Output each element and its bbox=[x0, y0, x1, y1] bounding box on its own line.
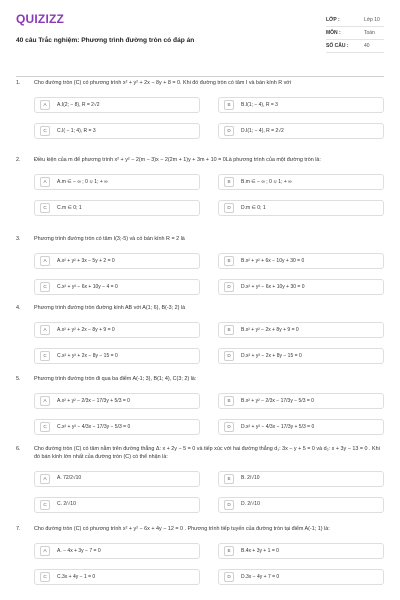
option-b[interactable] bbox=[218, 393, 384, 409]
option-text: C.x² + y² − 6x + 10y − 4 = 0 bbox=[57, 283, 118, 290]
option-text: A. − 4x + 3y − 7 = 0 bbox=[57, 547, 101, 554]
option-grid bbox=[16, 253, 384, 295]
question-number: 2. bbox=[16, 157, 21, 163]
question-number: 1. bbox=[16, 80, 21, 86]
option-text: D.m ∈ 0; 1 bbox=[241, 204, 266, 211]
option-letter: B bbox=[224, 256, 234, 266]
option-text: A.x² + y² − 2/3x − 17/3y + 5/3 = 0 bbox=[57, 397, 130, 404]
option-letter: A bbox=[40, 325, 50, 335]
option-b[interactable] bbox=[218, 174, 384, 190]
option-b[interactable] bbox=[218, 97, 384, 113]
question-number: 3. bbox=[16, 236, 21, 242]
option-d[interactable] bbox=[218, 279, 384, 295]
option-b[interactable] bbox=[218, 253, 384, 269]
option-grid bbox=[16, 543, 384, 585]
meta-key: LỚP : bbox=[326, 16, 340, 23]
option-a[interactable] bbox=[34, 393, 200, 409]
meta-table bbox=[326, 14, 384, 53]
meta-value: 40 bbox=[364, 42, 370, 49]
meta-value: Lớp 10 bbox=[364, 16, 380, 23]
meta-key: SỐ CÂU : bbox=[326, 42, 349, 49]
option-letter: D bbox=[224, 422, 234, 432]
meta-row-count bbox=[326, 40, 384, 53]
option-text: C. 2/√10 bbox=[57, 501, 76, 508]
option-c[interactable] bbox=[34, 569, 200, 585]
option-letter: C bbox=[40, 203, 50, 213]
option-a[interactable] bbox=[34, 543, 200, 559]
worksheet-header bbox=[16, 12, 384, 62]
option-text: B. 2/√10 bbox=[241, 475, 260, 482]
meta-row-class bbox=[326, 14, 384, 27]
option-letter: B bbox=[224, 177, 234, 187]
option-letter: C bbox=[40, 126, 50, 136]
option-letter: A bbox=[40, 100, 50, 110]
question-1 bbox=[16, 80, 384, 139]
option-text: B.m ∈ − ∞ ; 0 ∪ 1; + ∞ bbox=[241, 178, 292, 185]
option-text: D.3x − 4y + 7 = 0 bbox=[241, 573, 280, 580]
option-letter: C bbox=[40, 572, 50, 582]
question-number: 7. bbox=[16, 526, 21, 532]
option-d[interactable] bbox=[218, 419, 384, 435]
option-text: A. 72/2√10 bbox=[57, 475, 82, 482]
option-c[interactable] bbox=[34, 123, 200, 139]
quizizz-logo: QUIZIZZ bbox=[16, 12, 65, 26]
option-c[interactable] bbox=[34, 200, 200, 216]
option-letter: B bbox=[224, 474, 234, 484]
question-text: Cho đường tròn (C) có tâm nằm trên đường thẳng Δ: x + 2y − 5 = 0 và tiếp xúc với hai đường thẳng d₁: 3x − y + 5 = 0 và d₂: x + 3y − 13 = 0 . Khi đó bán kính lớn nhất của đường tròn (C) có thể nhận là: bbox=[34, 446, 380, 460]
option-letter: C bbox=[40, 282, 50, 292]
option-letter: D bbox=[224, 203, 234, 213]
option-letter: B bbox=[224, 546, 234, 556]
option-text: B.x² + y² + 6x − 10y + 30 = 0 bbox=[241, 257, 305, 264]
question-2 bbox=[16, 157, 384, 216]
question-text: Cho đường tròn (C) có phương trình x² + y² + 2x − 8y + 8 = 0. Khi đó đường tròn có tâm I và bán kính R với bbox=[34, 80, 292, 86]
question-number: 6. bbox=[16, 446, 21, 452]
option-letter: D bbox=[224, 572, 234, 582]
option-a[interactable] bbox=[34, 253, 200, 269]
option-text: C.3x + 4y − 1 = 0 bbox=[57, 573, 96, 580]
option-text: A.m ∈ − ∞ ; 0 ∪ 1; + ∞ bbox=[57, 178, 108, 185]
question-text: Điều kiện của m để phương trình x² + y² − 2(m − 3)x − 2(2m + 1)y + 3m + 10 = 0Là phương trình của một đường tròn là: bbox=[34, 157, 321, 163]
option-text: D. 2/√10 bbox=[241, 501, 260, 508]
option-text: A.x² + y² + 2x − 8y + 9 = 0 bbox=[57, 326, 115, 333]
option-d[interactable] bbox=[218, 348, 384, 364]
option-grid bbox=[16, 471, 384, 513]
question-4 bbox=[16, 305, 384, 364]
question-3 bbox=[16, 236, 384, 295]
option-letter: C bbox=[40, 351, 50, 361]
question-text: Phương trình đường tròn đường kính AB với A(1; 6), B(-3; 2) là bbox=[34, 305, 186, 311]
option-text: A.I(2; − 8), R = 2√2 bbox=[57, 101, 100, 108]
option-text: C.m ∈ 0; 1 bbox=[57, 204, 82, 211]
option-grid bbox=[16, 174, 384, 216]
option-a[interactable] bbox=[34, 97, 200, 113]
option-letter: D bbox=[224, 500, 234, 510]
option-letter: B bbox=[224, 100, 234, 110]
option-letter: B bbox=[224, 325, 234, 335]
question-7 bbox=[16, 526, 384, 585]
option-text: C.x² + y² − 4/3x − 17/3y − 5/3 = 0 bbox=[57, 423, 131, 430]
option-grid bbox=[16, 393, 384, 435]
question-text: Cho đường tròn (C) có phương trình x² + y² − 6x + 4y − 12 = 0 . Phương trình tiếp tuyến của đường tròn tại điểm A(-1; 1) là: bbox=[34, 526, 330, 532]
option-c[interactable] bbox=[34, 348, 200, 364]
question-number: 4. bbox=[16, 305, 21, 311]
question-text: Phương trình đường tròn có tâm I(3;-5) và có bán kính R = 2 là bbox=[34, 236, 185, 242]
option-letter: A bbox=[40, 256, 50, 266]
option-b[interactable] bbox=[218, 543, 384, 559]
option-text: D.x² + y² − 4/3x − 17/3y + 5/3 = 0 bbox=[241, 423, 315, 430]
option-grid bbox=[16, 322, 384, 364]
option-text: C.x² + y² + 2x − 8y − 15 = 0 bbox=[57, 352, 118, 359]
meta-value: Toán bbox=[364, 29, 375, 36]
option-a[interactable] bbox=[34, 322, 200, 338]
option-letter: A bbox=[40, 396, 50, 406]
document-title: 40 câu Trắc nghiệm: Phương trình đường tròn có đáp án bbox=[16, 36, 195, 44]
option-letter: D bbox=[224, 282, 234, 292]
option-a[interactable] bbox=[34, 471, 200, 487]
question-number: 5. bbox=[16, 376, 21, 382]
option-text: B.I(1; − 4), R = 3 bbox=[241, 101, 278, 108]
option-c[interactable] bbox=[34, 279, 200, 295]
option-text: C.I( − 1; 4), R = 3 bbox=[57, 127, 96, 134]
option-text: D.x² + y² − 2x + 8y − 15 = 0 bbox=[241, 352, 302, 359]
option-c[interactable] bbox=[34, 419, 200, 435]
question-6 bbox=[16, 446, 384, 513]
option-d[interactable] bbox=[218, 497, 384, 513]
option-text: A.x² + y² + 3x − 5y + 2 = 0 bbox=[57, 257, 115, 264]
header-divider bbox=[16, 76, 384, 77]
option-letter: A bbox=[40, 546, 50, 556]
question-5 bbox=[16, 376, 384, 435]
option-text: B.x² + y² − 2/3x − 17/3y − 5/3 = 0 bbox=[241, 397, 314, 404]
option-letter: C bbox=[40, 422, 50, 432]
option-letter: D bbox=[224, 126, 234, 136]
option-b[interactable] bbox=[218, 322, 384, 338]
question-text: Phương trình đường tròn đi qua ba điểm A(-1; 3), B(1; 4), C(3; 2) là: bbox=[34, 376, 197, 382]
meta-row-subject bbox=[326, 27, 384, 40]
option-d[interactable] bbox=[218, 569, 384, 585]
option-text: B.4x + 3y + 1 = 0 bbox=[241, 547, 279, 554]
option-letter: D bbox=[224, 351, 234, 361]
meta-key: MÔN : bbox=[326, 29, 341, 36]
option-letter: A bbox=[40, 177, 50, 187]
option-text: B.x² + y² − 2x + 8y + 9 = 0 bbox=[241, 326, 299, 333]
option-text: D.x² + y² − 6x + 10y + 30 = 0 bbox=[241, 283, 305, 290]
option-letter: C bbox=[40, 500, 50, 510]
option-d[interactable] bbox=[218, 123, 384, 139]
option-letter: A bbox=[40, 474, 50, 484]
option-text: D.I(1; − 4), R = 2√2 bbox=[241, 127, 284, 134]
option-letter: B bbox=[224, 396, 234, 406]
option-grid bbox=[16, 97, 384, 139]
option-c[interactable] bbox=[34, 497, 200, 513]
option-a[interactable] bbox=[34, 174, 200, 190]
option-d[interactable] bbox=[218, 200, 384, 216]
option-b[interactable] bbox=[218, 471, 384, 487]
